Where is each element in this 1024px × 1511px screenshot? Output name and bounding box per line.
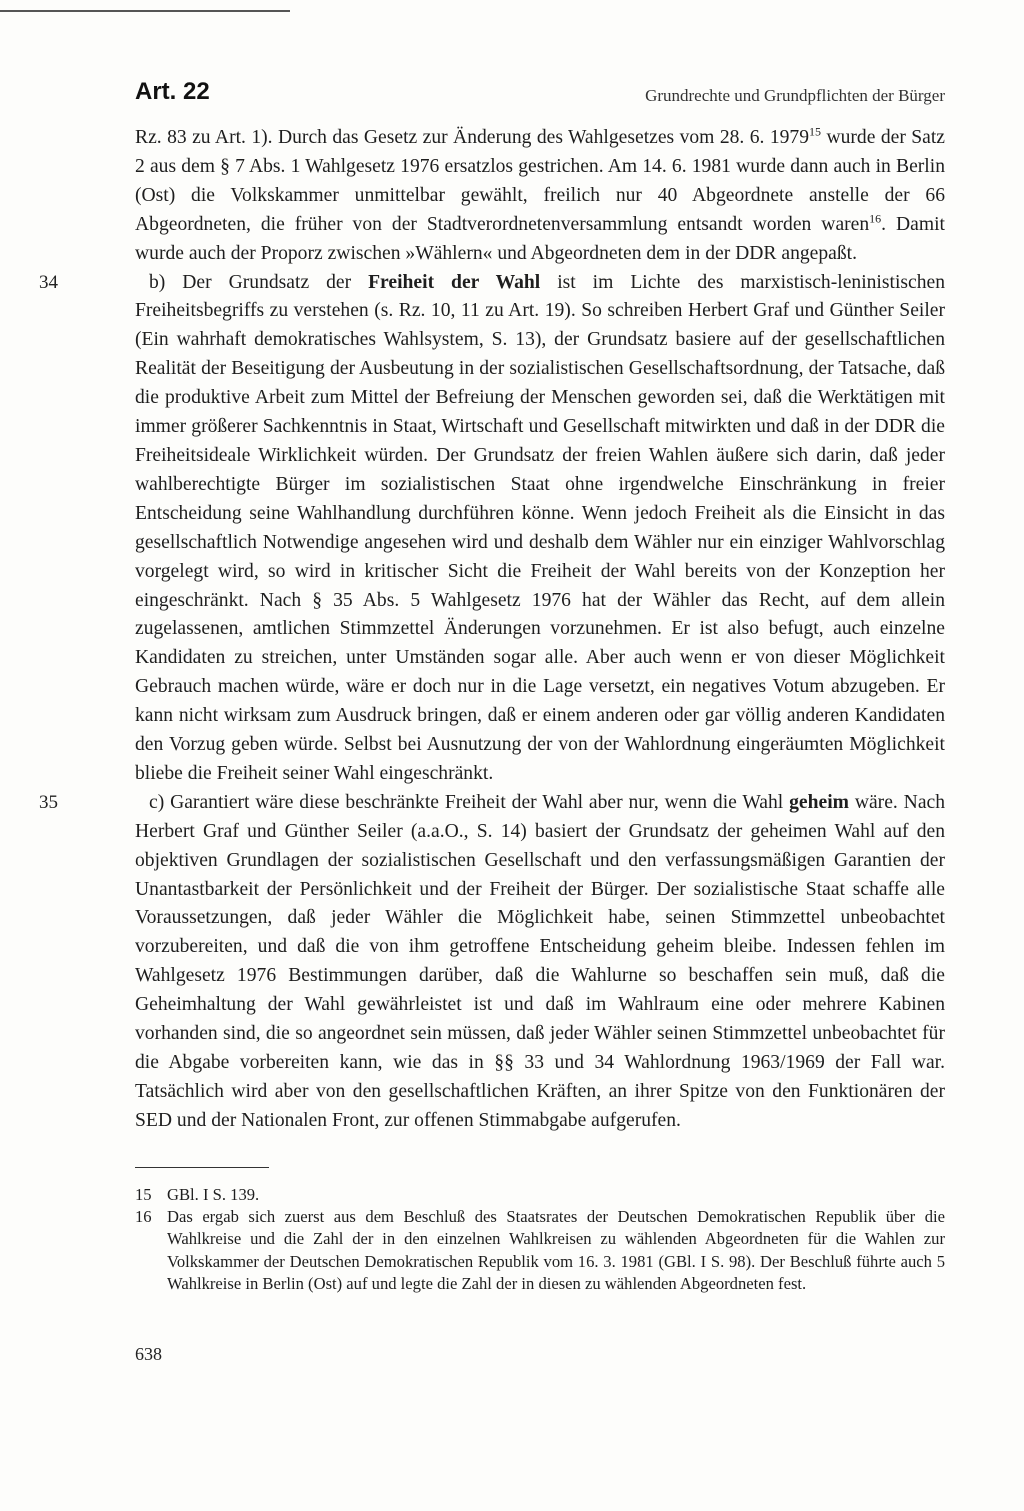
footnote-text: GBl. I S. 139. [167,1185,260,1204]
footnote-number: 16 [135,1207,152,1227]
text-run: . Damit wurde auch der Proporz zwischen »Wählern« und Abgeordneten dem in der DDR angepaßt. [135,213,945,264]
emphasis-text: Freiheit der Wahl [368,271,541,293]
text-run: b) Der Grundsatz der [149,271,369,293]
article-label: Art. 22 [135,78,210,105]
text-run: Rz. 83 zu Art. 1). Durch das Gesetz zur Änderung des Wahlgesetzes vom 28. 6. 1979 [135,127,810,148]
text-run: c) Garantiert wäre diese beschränkte Freiheit der Wahl aber nur, wenn die Wahl [149,791,790,813]
paragraph-35 [39,789,946,1136]
text-run: ist im Lichte des marxistisch-leninistischen Freiheitsbegriffs zu verstehen (s. Rz. 10, 11 zu Art. 19). So schreiben Herbert Graf und Günther Seiler (Ein wahrhaft demokratisches Wahlsystem, S. 13), der Grundsatz basiere auf der gesellschaftlichen Realität der Beseitigung der Ausbeutung in der sozialistischen Gesellschaftsordnung, der Tatsache, daß die produktive Arbeit zum Mittel der Befreiung der Menschen geworden sei, daß die Werktätigen mit immer größerer Sachkenntnis in Staat, Wirtschaft und Gesellschaft mitwirkten und daß in der DDR die Freiheitsideale Wirklichkeit würden. Der Grundsatz der freien Wahlen äußere sich darin, daß jeder wahlberechtigte Bürger im sozialistischen Staat ohne irgendwelche Einschränkung in freier Entscheidung seine Wahlhandlung durchführen könne. Wenn jedoch Freiheit als die Einsicht in das gesellschaftlich Notwendige angesehen wird und deshalb dem Wähler nur ein einziger Wahlvorschlag vorgelegt wird, so wird in kritischer Sicht die Freiheit der Wahl bereits von der Konzeption her eingeschränkt. Nach § 35 Abs. 5 Wahlgesetz 1976 hat der Wähler das Recht, auf dem allein zugelassenen, amtlichen Stimmzettel Änderungen vorzunehmen. Er ist also befugt, auch einzelne Kandidaten zu streichen, unter Umständen sogar alle. Aber auch wenn er von dieser Möglichkeit Gebrauch machen würde, wäre er doch nur in die Lage versetzt, ein negatives Votum abzugeben. Er kann nicht wirksam zum Ausdruck bringen, daß er einem anderen oder gar völlig anderen Kandidaten den Vorzug geben würde. Selbst bei Ausnutzung der von der Wahlordnung eingeräumten Möglichkeit bliebe die Freiheit seiner Wahl eingeschränkt. [135,271,946,784]
footnote-divider [135,1167,269,1168]
footnote-16 [135,1206,945,1295]
footnotes [135,1184,945,1295]
paragraph-34 [39,269,946,789]
running-head: Grundrechte und Grundpflichten der Bürger [645,86,945,105]
footnote-number: 15 [135,1185,152,1204]
footnote-ref: 16 [869,211,882,226]
footnote-15 [135,1184,945,1206]
emphasis-text: geheim [789,791,849,813]
page-header [135,78,945,118]
margin-number: 34 [39,271,58,293]
main-text [39,124,946,1136]
margin-number: 35 [39,791,58,813]
text-run: wurde der Satz 2 aus dem § 7 Abs. 1 Wahlgesetz 1976 ersatzlos gestrichen. Am 14. 6. 1981 wurde dann auch in Berlin (Ost) die Volkskammer unmittelbar gewählt, freilich nur 40 Abgeordnete anstelle der 66 Abgeordneten, die früher von der Stadtverordnetenversammlung entsandt worden waren [135,127,945,235]
text-run: wäre. Nach Herbert Graf und Günther Seiler (a.a.O., S. 14) basiert der Grundsatz der geheimen Wahl auf den objektiven Grundlagen der sozialistischen Gesellschaft und den verfassungsmäßigen Garantien der Unantastbarkeit der Persönlichkeit und der Freiheit der Bürger. Der sozialistische Staat schaffe alle Voraussetzungen, daß jeder Wähler die Möglichkeit habe, seinen Stimmzettel unbeobachtet vorzubereiten, und daß die von ihm getroffene Entscheidung geheim bleibe. Indessen fehlen im Wahlgesetz 1976 Bestimmungen darüber, daß die Wahlurne so beschaffen sein muß, daß die Geheimhaltung der Wahl gewährleistet ist und daß im Wahlraum eine oder mehrere Kabinen vorhanden sind, die so angeordnet sein müssen, daß jeder Wähler seinen Stimmzettel unbeobachtet für die Abgabe vorbereiten kann, wie das in §§ 33 und 34 Wahlordnung 1963/1969 der Fall war. Tatsächlich wird aber von den gesellschaftlichen Kräften, an ihrer Spitze von den Funktionären der SED und der Nationalen Front, zur offenen Stimmabgabe aufgerufen. [135,791,946,1131]
paragraph-continuation [135,124,945,269]
page-number: 638 [135,1344,162,1364]
footnote-text: Das ergab sich zuerst aus dem Beschluß des Staatsrates der Deutschen Demokratischen Republik über die Wahlkreise und die Zahl der in den einzelnen Wahlkreisen zu wählenden Abgeordneten für die Wahlen zur Volkskammer der Deutschen Demokratischen Republik vom 16. 3. 1981 (GBl. I S. 98). Der Beschluß führte auch 5 Wahlkreise in Berlin (Ost) auf und legte die Zahl der in diesen zu wählenden Abgeordneten fest. [167,1207,945,1293]
footnote-ref: 15 [809,124,822,139]
top-rule [0,10,290,12]
